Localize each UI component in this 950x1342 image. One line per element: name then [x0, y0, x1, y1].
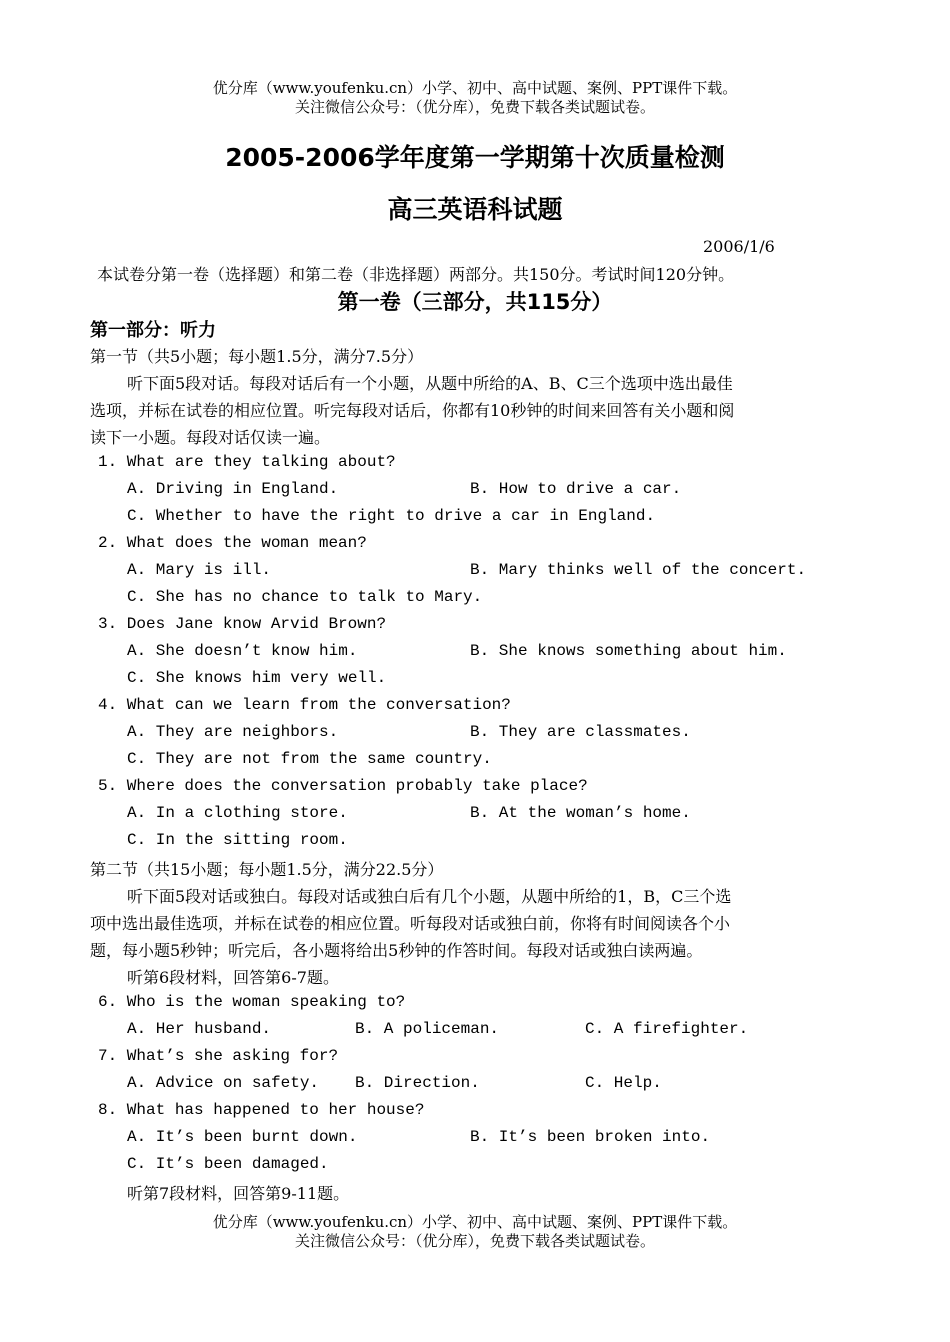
- footer-line-1: 优分库（www.youfenku.cn）小学、初中、高中试题、案例、PPT课件下载。: [212, 1213, 738, 1231]
- option-3b: B. She knows something about him.: [470, 642, 787, 660]
- question-8: 8. What has happened to her house?: [98, 1101, 425, 1119]
- option-7c: C. Help.: [585, 1074, 662, 1092]
- material-7-note: 听第7段材料，回答第9-11题。: [127, 1184, 350, 1203]
- option-1a: A. Driving in England.: [127, 480, 339, 498]
- section-1-instructions-line: 读下一小题。每段对话仅读一遍。: [90, 428, 331, 447]
- option-2b: B. Mary thinks well of the concert.: [470, 561, 807, 579]
- option-2a: A. Mary is ill.: [127, 561, 272, 579]
- part-1-heading: 第一部分：听力: [90, 320, 216, 341]
- exam-title: 2005-2006学年度第一学期第十次质量检测: [225, 143, 725, 172]
- section-2-instructions-line: 项中选出最佳选项，并标在试卷的相应位置。听每段对话或独白前，你将有时间阅读各个小: [90, 914, 731, 933]
- option-8c: C. It’s been damaged.: [127, 1155, 329, 1173]
- option-4c: C. They are not from the same country.: [127, 750, 492, 768]
- question-5: 5. Where does the conversation probably take place?: [98, 777, 588, 795]
- option-6a: A. Her husband.: [127, 1020, 272, 1038]
- exam-intro: 本试卷分第一卷（选择题）和第二卷（非选择题）两部分。共150分。考试时间120分钟。: [97, 265, 735, 284]
- option-4b: B. They are classmates.: [470, 723, 691, 741]
- footer-line-2: 关注微信公众号：（优分库），免费下载各类试题试卷。: [294, 1232, 655, 1250]
- header-line-1: 优分库（www.youfenku.cn）小学、初中、高中试题、案例、PPT课件下载。: [212, 79, 738, 97]
- question-3: 3. Does Jane know Arvid Brown?: [98, 615, 387, 633]
- option-5b: B. At the woman’s home.: [470, 804, 691, 822]
- exam-date: 2006/1/6: [703, 237, 775, 256]
- option-5c: C. In the sitting room.: [127, 831, 348, 849]
- option-6b: B. A policeman.: [355, 1020, 500, 1038]
- question-1: 1. What are they talking about?: [98, 453, 396, 471]
- option-3c: C. She knows him very well.: [127, 669, 387, 687]
- exam-subtitle: 高三英语科试题: [387, 195, 563, 224]
- option-3a: A. She doesn’t know him.: [127, 642, 358, 660]
- option-1c: C. Whether to have the right to drive a car in England.: [127, 507, 656, 525]
- option-5a: A. In a clothing store.: [127, 804, 348, 822]
- header-line-2: 关注微信公众号：（优分库），免费下载各类试题试卷。: [294, 98, 655, 116]
- question-4: 4. What can we learn from the conversation?: [98, 696, 511, 714]
- section-1-heading: 第一节（共5小题；每小题1.5分，满分7.5分）: [90, 347, 424, 366]
- option-8b: B. It’s been broken into.: [470, 1128, 711, 1146]
- option-6c: C. A firefighter.: [585, 1020, 749, 1038]
- option-4a: A. They are neighbors.: [127, 723, 339, 741]
- option-8a: A. It’s been burnt down.: [127, 1128, 358, 1146]
- question-7: 7. What’s she asking for?: [98, 1047, 339, 1065]
- option-1b: B. How to drive a car.: [470, 480, 682, 498]
- section-2-instructions-line: 听下面5段对话或独白。每段对话或独白后有几个小题，从题中所给的1，B，C三个选: [127, 887, 732, 906]
- section-1-instructions-line: 听下面5段对话。每段对话后有一个小题，从题中所给的A、B、C三个选项中选出最佳: [127, 374, 733, 393]
- question-2: 2. What does the woman mean?: [98, 534, 367, 552]
- section-1-instructions-line: 选项，并标在试卷的相应位置。听完每段对话后，你都有10秒钟的时间来回答有关小题和阅: [90, 401, 735, 420]
- section-2-instructions-line: 题，每小题5秒钟；听完后，各小题将给出5秒钟的作答时间。每段对话或独白读两遍。: [90, 941, 703, 960]
- option-7a: A. Advice on safety.: [127, 1074, 320, 1092]
- option-7b: B. Direction.: [355, 1074, 480, 1092]
- section-2-heading: 第二节（共15小题；每小题1.5分，满分22.5分）: [90, 860, 444, 879]
- volume-1-heading: 第一卷（三部分，共115分）: [337, 290, 613, 314]
- question-6: 6. Who is the woman speaking to?: [98, 993, 406, 1011]
- material-6-note: 听第6段材料，回答第6-7题。: [127, 968, 339, 987]
- option-2c: C. She has no chance to talk to Mary.: [127, 588, 483, 606]
